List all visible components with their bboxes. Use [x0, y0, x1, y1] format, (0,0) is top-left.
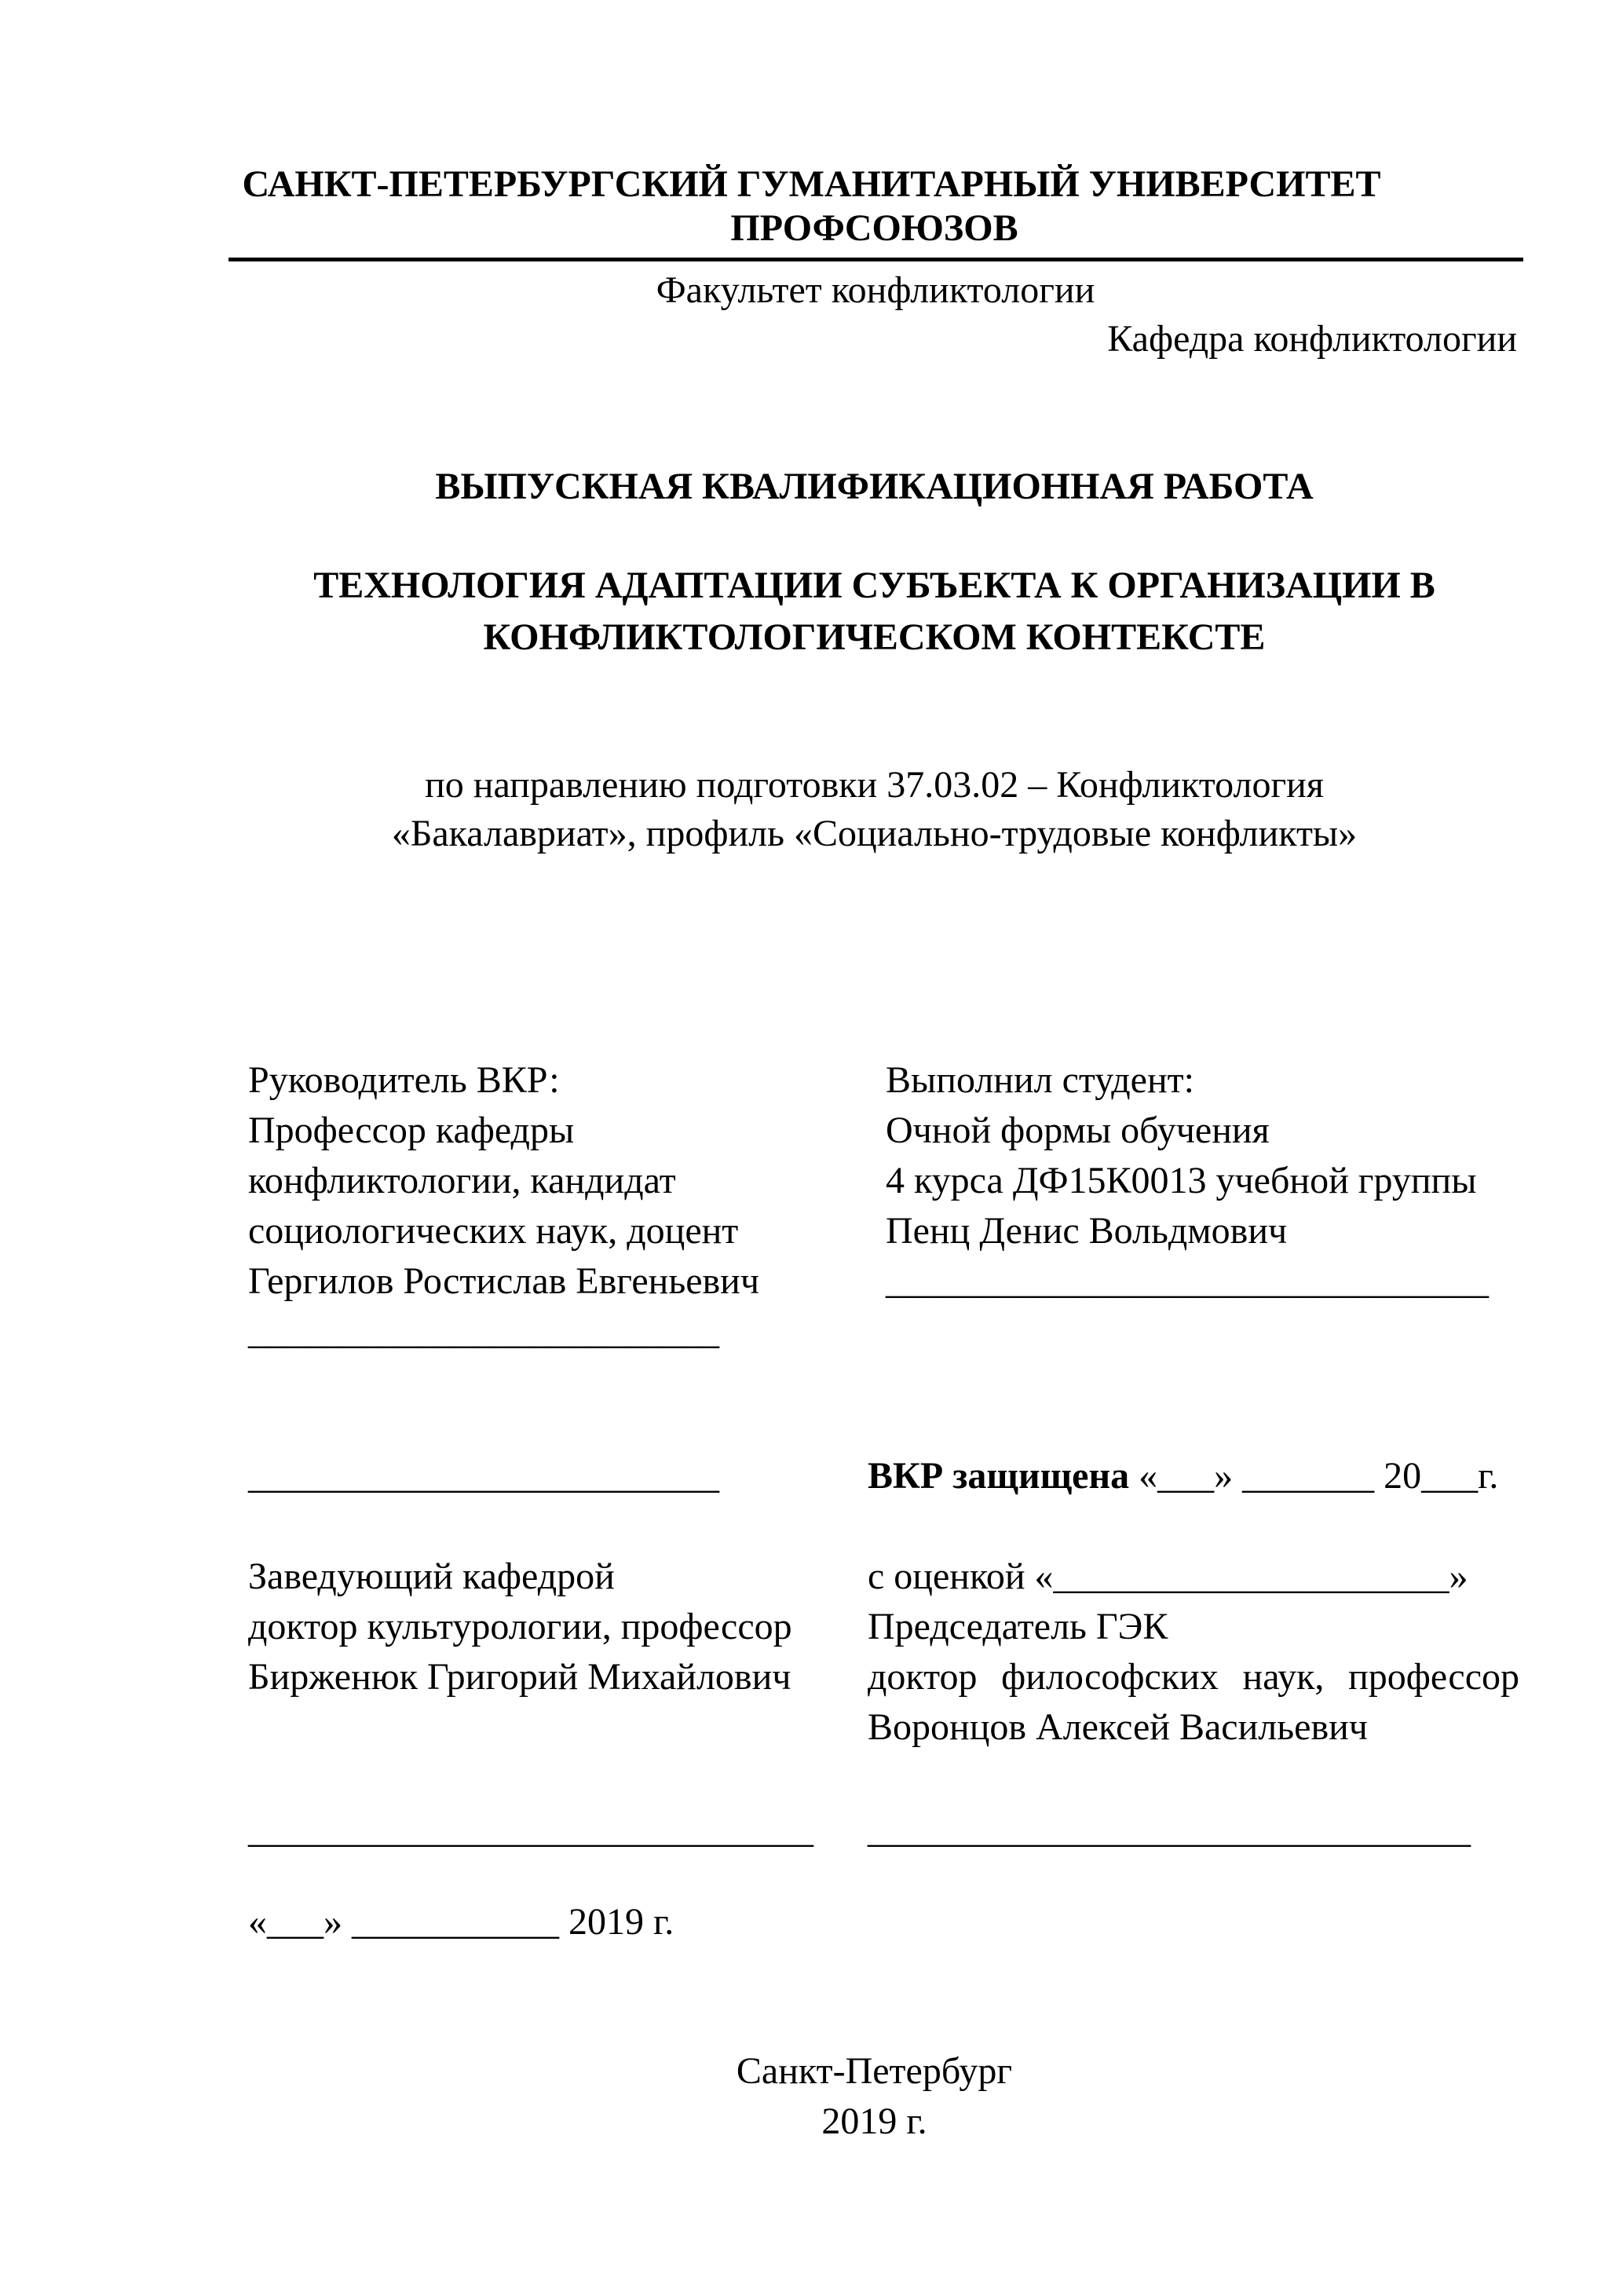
direction-line1: по направлению подготовки 37.03.02 – Конфликтология [425, 764, 1324, 806]
chair-degree: доктор философских наук, профессор [868, 1656, 1519, 1698]
university-name-line1: САНКТ-ПЕТЕРБУРГСКИЙ ГУМАНИТАРНЫЙ УНИВЕРСИТЕТ [242, 163, 1381, 205]
university-name-line2: ПРОФСОЮЗОВ [730, 207, 1018, 249]
head-sign-date: «___» ___________ 2019 г. [248, 1901, 674, 1943]
chair-label: Председатель ГЭК [868, 1606, 1168, 1647]
topic-line2: КОНФЛИКТОЛОГИЧЕСКОМ КОНТЕКСТЕ [483, 616, 1266, 658]
chair-block [868, 1552, 1519, 1753]
student-study-form: Очной формы обучения [886, 1110, 1270, 1151]
supervisor-signature-line: _________________________ [248, 1311, 719, 1352]
supervisor-degree: социологических наук, доцент [248, 1210, 739, 1252]
supervisor-signature-line-2: _________________________ [248, 1455, 719, 1497]
supervisor-label: Руководитель ВКР: [248, 1059, 560, 1101]
header-divider [228, 258, 1523, 261]
direction-line2: «Бакалавриат», профиль «Социально-трудовые конфликты» [391, 813, 1358, 854]
head-label: Заведующий кафедрой [248, 1556, 615, 1597]
supervisor-name: Гергилов Ростислав Евгеньевич [248, 1260, 759, 1302]
work-type-heading: ВЫПУСКНАЯ КВАЛИФИКАЦИОННАЯ РАБОТА [435, 466, 1314, 507]
head-name: Бирженюк Григорий Михайлович [248, 1656, 791, 1698]
defense-date-line [868, 1451, 1498, 1501]
student-block [886, 1055, 1489, 1307]
head-signature-line: ______________________________ [248, 1809, 813, 1851]
footer-city: Санкт-Петербург [736, 2050, 1013, 2092]
head-block [248, 1552, 792, 1702]
student-signature-line: ________________________________ [886, 1260, 1489, 1302]
student-group: 4 курса ДФ15К0013 учебной группы [886, 1160, 1477, 1201]
chair-name: Воронцов Алексей Васильевич [868, 1706, 1368, 1748]
head-degree: доктор культурологии, профессор [248, 1606, 792, 1647]
defense-date: «___» _______ 20___г. [1129, 1455, 1499, 1497]
supervisor-block [248, 1055, 759, 1357]
student-name: Пенц Денис Вольдмович [886, 1210, 1288, 1252]
topic-line1: ТЕХНОЛОГИЯ АДАПТАЦИИ СУБЪЕКТА К ОРГАНИЗАЦИИ В [313, 565, 1435, 606]
footer-year: 2019 г. [821, 2100, 927, 2142]
department-name: Кафедра конфликтологии [1107, 318, 1517, 360]
supervisor-position: Профессор кафедры [248, 1110, 575, 1151]
faculty-name: Факультет конфликтологии [656, 269, 1095, 311]
chair-signature-line: ________________________________ [868, 1809, 1471, 1851]
grade-line: с оценкой «_____________________» [868, 1556, 1468, 1597]
supervisor-position: конфликтологии, кандидат [248, 1160, 676, 1201]
defense-label: ВКР защищена [868, 1455, 1130, 1497]
student-label: Выполнил студент: [886, 1059, 1194, 1101]
